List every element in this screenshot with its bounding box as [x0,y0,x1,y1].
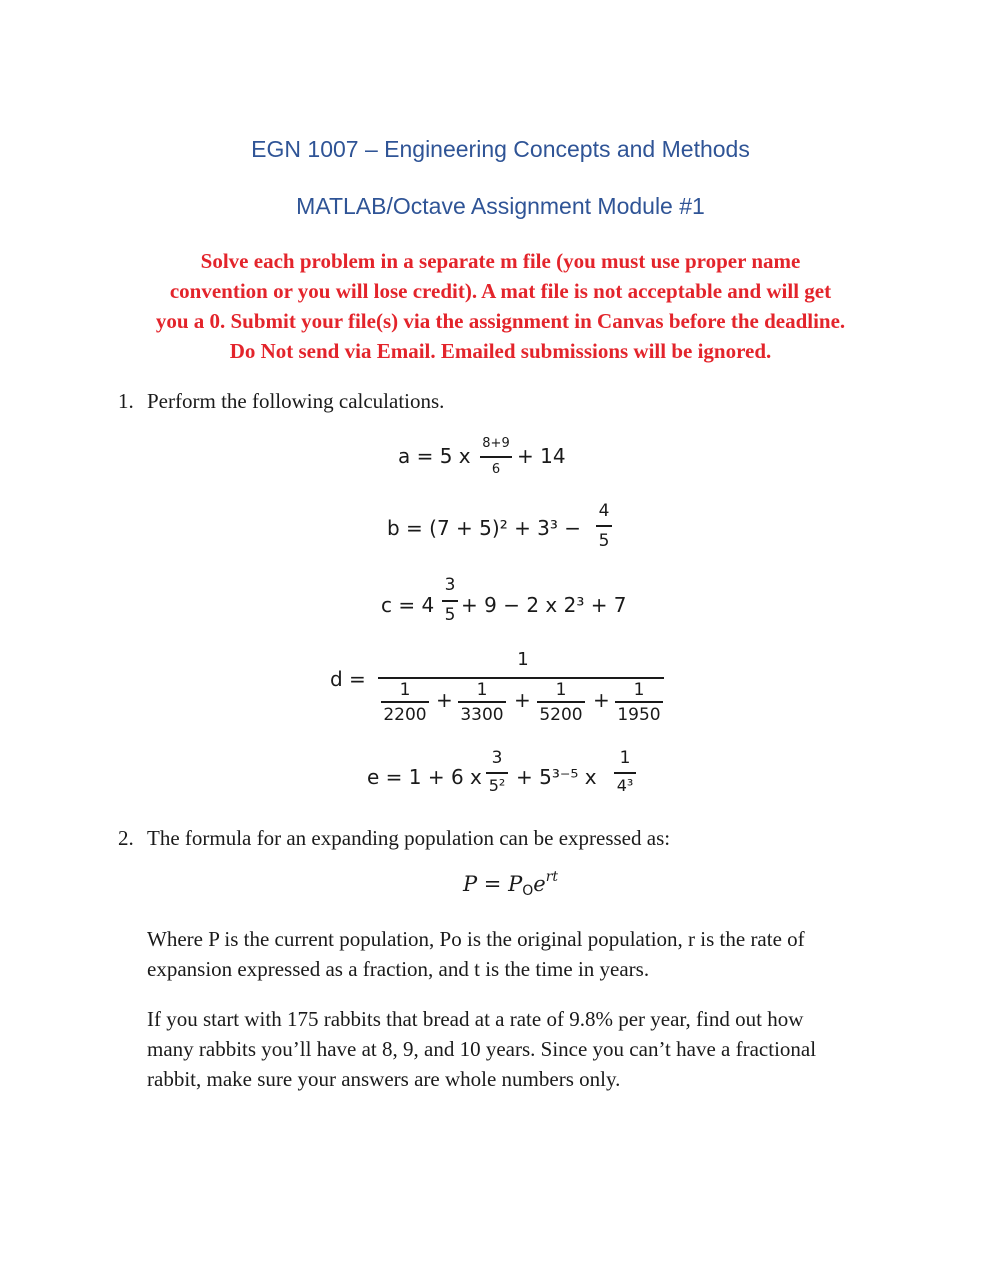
eq-d-main-frac-bar [378,677,664,679]
paragraph-1-line-1: Where P is the current population, Po is the original population, r is the rate of [147,927,805,951]
course-title: EGN 1007 – Engineering Concepts and Methods [251,136,750,162]
problem-1-text: Perform the following calculations. [147,389,445,413]
instruction-line-1: Solve each problem in a separate m file (you must use proper name [200,249,801,273]
eq-b-frac-bar [596,525,612,527]
eq-d-term-3-bar [537,701,585,703]
eq-a-frac-num: 8+9 [482,436,510,451]
eq-d-term-1-den: 2200 [383,705,427,725]
formula-subscript: O [522,883,534,899]
eq-e-frac2-num: 1 [619,748,631,768]
eq-c-tail: + 9 − 2 x 2³ + 7 [461,593,627,617]
formula-exponent: rt [545,869,559,885]
eq-d-numerator: 1 [517,649,529,670]
formula-base: P [508,872,523,896]
eq-e-mid: + 5³⁻⁵ x [516,765,597,789]
eq-b-lhs: b = (7 + 5)² + 3³ − [387,516,582,540]
population-formula [463,869,559,899]
problem-2-text: The formula for an expanding population can be expressed as: [147,826,671,850]
paragraph-2-line-1: If you start with 175 rabbits that bread at a rate of 9.8% per year, find out how [147,1007,804,1031]
eq-d-term-2-den: 3300 [460,705,504,725]
instruction-line-3: you a 0. Submit your file(s) via the assignment in Canvas before the deadline. [155,309,846,333]
eq-a-tail: + 14 [517,444,566,468]
eq-b-frac-den: 5 [598,531,610,551]
eq-d-term-3-den: 5200 [539,705,583,725]
eq-d-lhs: d = [330,667,366,691]
eq-c-frac-den: 5 [444,605,456,625]
eq-a-frac-den: 6 [491,462,501,477]
eq-d-term-2-num: 1 [476,680,488,700]
formula-e: e [533,872,546,896]
paragraph-1-line-2: expansion expressed as a fraction, and t is the time in years. [147,957,650,981]
problem-1-number: 1. [118,389,134,413]
eq-b-frac-num: 4 [598,501,610,521]
instruction-line-2: convention or you will lose credit). A mat file is not acceptable and will get [169,279,832,303]
eq-a-lhs: a = 5 x [398,444,471,468]
eq-a-frac-bar [480,456,512,458]
eq-d-term-4-num: 1 [633,680,645,700]
eq-c-frac-num: 3 [444,575,456,595]
eq-e-frac1-den: 5² [488,776,506,795]
instruction-line-4: Do Not send via Email. Emailed submissions will be ignored. [229,339,772,363]
eq-e-frac2-den: 4³ [616,776,634,795]
eq-d-term-4-bar [615,701,663,703]
eq-d-plus-2: + [514,688,531,712]
paragraph-2-line-2: many rabbits you’ll have at 8, 9, and 10 years. Since you can’t have a fractional [147,1037,817,1061]
eq-e-lhs: e = 1 + 6 x [367,765,482,789]
eq-e-frac2-bar [614,772,636,774]
eq-d-term-2-bar [458,701,506,703]
eq-d-term-4-den: 1950 [617,705,661,725]
eq-c-frac-bar [442,600,458,602]
eq-d-term-3-num: 1 [555,680,567,700]
eq-d-term-1-bar [381,701,429,703]
problem-2-number: 2. [118,826,134,850]
eq-d-plus-3: + [593,688,610,712]
paragraph-2-line-3: rabbit, make sure your answers are whole numbers only. [147,1067,621,1091]
eq-d-plus-1: + [436,688,453,712]
eq-e-frac1-bar [486,772,508,774]
eq-c-lhs: c = 4 [381,593,435,617]
formula-lhs: P = [463,872,509,896]
eq-d-term-1-num: 1 [399,680,411,700]
assignment-title: MATLAB/Octave Assignment Module #1 [296,193,705,219]
eq-e-frac1-num: 3 [491,748,503,768]
